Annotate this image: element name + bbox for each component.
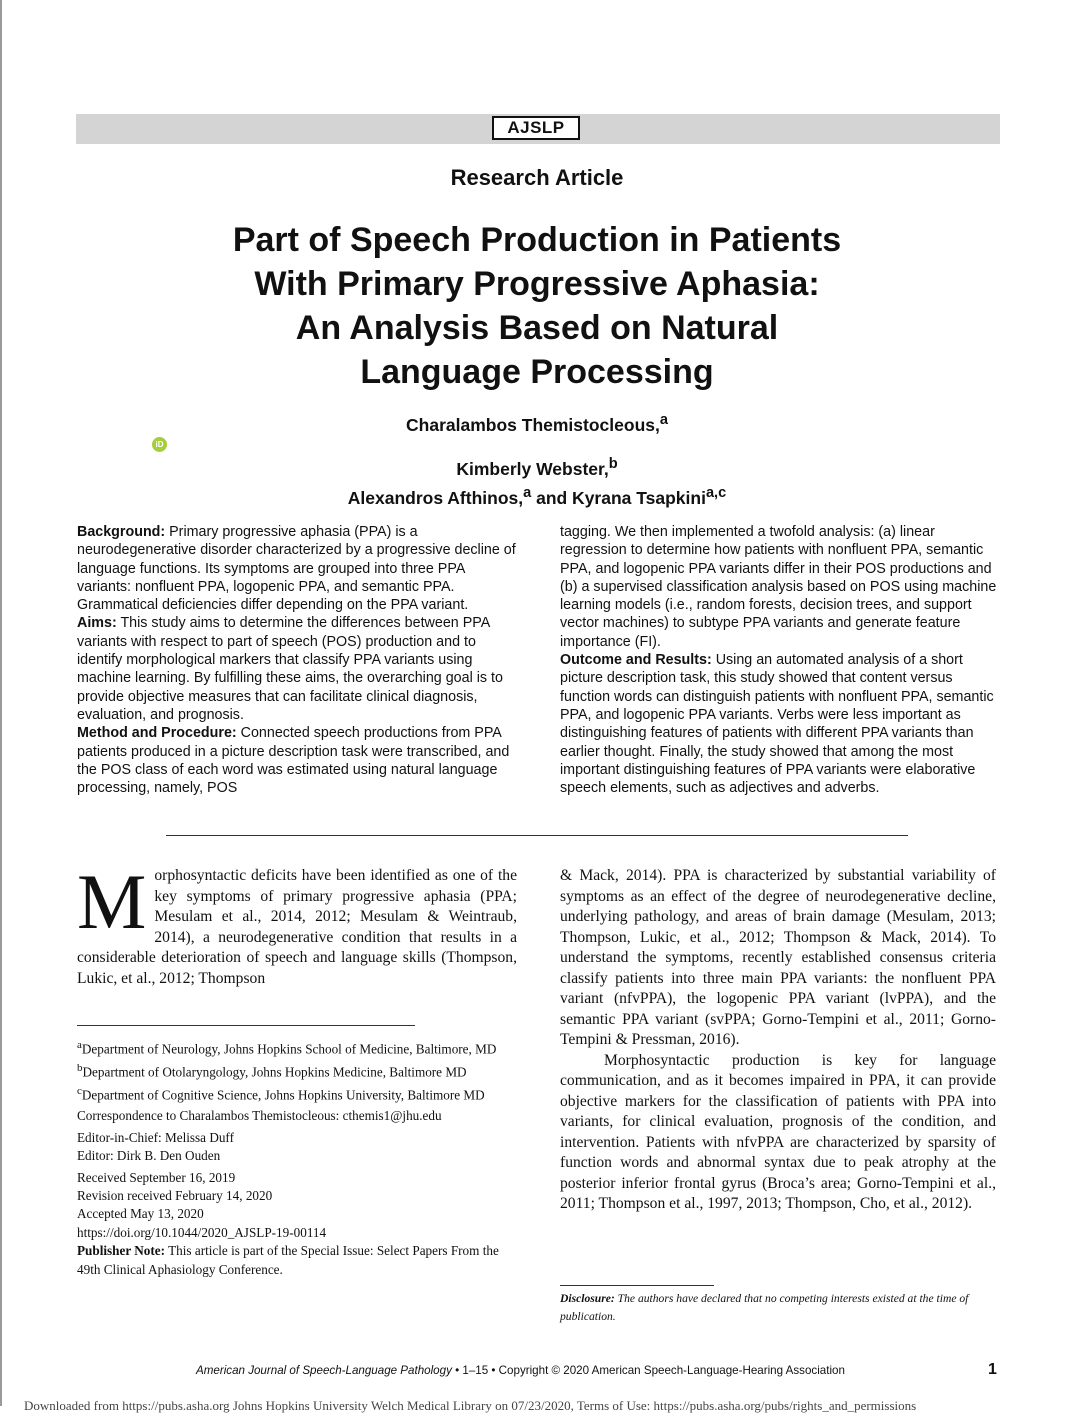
title-line: Part of Speech Production in Patients bbox=[232, 221, 842, 259]
footnotes bbox=[77, 1036, 517, 1279]
title-line: Language Processing bbox=[360, 353, 714, 391]
editor: Editor: Dirk B. Den Ouden bbox=[77, 1148, 221, 1164]
title-line: With Primary Progressive Aphasia: bbox=[254, 265, 820, 303]
body-paragraph: Morphosyntactic production is key for language communication, and as it becomes impaired in PPA, it can provide objective markers for the classification of patients with PPA into variants, for clinical evaluation, prognosis of the condition, and intervention. Patients with nfvPPA are characterized by sparsity of function words and abnormal syntax due to peak atrophy at the posterior inferior frontal gyrus (Broca’s area; Gorno-Tempini et al., 2011; Thompson et al., 1997, 2013; Thompson, Cho, et al., 2012). bbox=[560, 1051, 996, 1212]
correspondence: Correspondence to Charalambos Themistocleous: cthemis1@jhu.edu bbox=[77, 1108, 442, 1124]
author-affiliation-sup: b bbox=[608, 455, 618, 472]
affiliation-text: Department of Neurology, Johns Hopkins School of Medicine, Baltimore, MD bbox=[81, 1041, 497, 1057]
abstract-left-column bbox=[77, 523, 519, 797]
affiliation-a bbox=[77, 1036, 517, 1059]
footer-copyright: • 1–15 • Copyright © 2020 American Speech-Language-Hearing Association bbox=[451, 1364, 845, 1377]
body-left-column bbox=[77, 858, 517, 989]
body-paragraph: & Mack, 2014). PPA is characterized by substantial variability of symptoms as an effect of the degree of neurodegenerative decline, underlying pathology, and areas of brain damage (Mesulam, 2013; Thompson, Lukic, et al., 2012; Thompson & Mack, 2014). To understand the symptoms, recently established consensus criteria classify patients into three main PPA variants: the nonfluent PPA variant (nfvPPA), the logopenic PPA variant (lvPPA), and the semantic PPA variant (svPPA; Gorno-Tempini et al., 2011; Gorno-Tempini & Pressman, 2016). bbox=[560, 867, 996, 1048]
abstract-method-continued: tagging. We then implemented a twofold analysis: (a) linear regression to determine how patients with nonfluent PPA, semantic PPA, and logopenic PPA variants differ in their POS productions and (b) a supervised classification analysis based on POS using machine learning models (i.e., random forests, decision trees, and support vector machines) to subtype PPA variants and generate feature importance (FI). bbox=[560, 524, 997, 650]
drop-cap: M bbox=[77, 858, 147, 945]
abstract-text: This study aims to determine the differences between PPA variants with respect to part of speech (POS) production and to identify morphological markers that classify PPA variants using machine learning. By fulfilling these aims, the overarching goal is to provide objective measures that can facilitate clinical diagnosis, evaluation, and prognosis. bbox=[77, 615, 503, 723]
author-name: Kimberly Webster, bbox=[456, 458, 609, 479]
download-note: Downloaded from https://pubs.asha.org Johns Hopkins University Welch Medical Library on 07/23/2020, Terms of Use: https://pubs.asha.org/pubs/rights_and_permissions bbox=[24, 1398, 917, 1413]
page-footer bbox=[196, 1364, 845, 1377]
author-affiliation-sup: a,c bbox=[705, 484, 727, 501]
affiliation-text: Department of Otolaryngology, Johns Hopkins Medicine, Baltimore MD bbox=[82, 1064, 467, 1080]
received-date: Received September 16, 2019 bbox=[77, 1169, 236, 1185]
author-line bbox=[150, 408, 924, 481]
publisher-note-label: Publisher Note: bbox=[77, 1243, 166, 1259]
body-right-column bbox=[560, 866, 996, 1215]
disclosure-divider bbox=[560, 1285, 714, 1286]
abstract-right-column bbox=[560, 523, 1002, 797]
revision-date: Revision received February 14, 2020 bbox=[77, 1188, 273, 1204]
body-text: orphosyntactic deficits have been identified as one of the key symptoms of primary progressive aphasia (PPA; Mesulam et al., 2014, 2012; Mesulam & Weintraub, 2014), a neurodegenerative condition that results in a considerable deterioration of speech and language skills (Thompson, Lukic, et al., 2012; Thompson bbox=[77, 867, 517, 987]
article-type: Research Article bbox=[450, 165, 624, 190]
abstract-outcome bbox=[560, 651, 1002, 797]
author-name: Charalambos Themistocleous, bbox=[406, 414, 660, 435]
author-affiliation-sup: a bbox=[659, 412, 668, 428]
abstract-label: Outcome and Results: bbox=[560, 652, 712, 669]
affiliation-c bbox=[77, 1082, 517, 1105]
disclosure bbox=[560, 1290, 1000, 1326]
disclosure-label: Disclosure: bbox=[560, 1292, 615, 1305]
abstract-text: Connected speech productions from PPA patients produced in a picture description task were transcribed, and the POS class of each word was estimated using natural language processing, namely, POS bbox=[77, 725, 510, 797]
abstract-method bbox=[77, 724, 519, 797]
affiliation-text: Department of Cognitive Science, Johns Hopkins University, Baltimore MD bbox=[81, 1086, 485, 1102]
affiliation-sup: c bbox=[77, 1084, 82, 1097]
abstract-divider bbox=[166, 835, 908, 836]
disclosure-text: The authors have declared that no competing interests existed at the time of publication. bbox=[560, 1292, 969, 1323]
page-edge-rule bbox=[0, 0, 2, 1406]
abstract-text: Using an automated analysis of a short picture description task, this study showed that content versus function words can distinguish patients with nonfluent PPA, semantic PPA, and logopenic PPA variants. Verbs were less important as distinguishing features of patients with different PPA variants than earlier thought. Finally, the study showed that among the most important distinguishing features of PPA variants were elaborative speech elements, such as adjectives and adverbs. bbox=[560, 652, 994, 797]
editor-in-chief: Editor-in-Chief: Melissa Duff bbox=[77, 1129, 234, 1145]
author-name: and Kyrana Tsapkini bbox=[531, 487, 706, 508]
publisher-note-text: This article is part of the Special Issue: Select Papers From the 49th Clinical Aphasiology Conference. bbox=[77, 1243, 499, 1277]
abstract-aims bbox=[77, 614, 519, 724]
affiliation-sup: b bbox=[77, 1061, 83, 1074]
affiliation-sup: a bbox=[77, 1039, 82, 1051]
article-title bbox=[150, 218, 924, 394]
page-number: 1 bbox=[988, 1361, 997, 1378]
publisher-note bbox=[77, 1242, 517, 1279]
abstract-label: Method and Procedure: bbox=[77, 725, 237, 742]
author-name: Alexandros Afthinos, bbox=[347, 487, 524, 508]
affiliation-b bbox=[77, 1059, 517, 1082]
abstract-background bbox=[77, 523, 519, 614]
abstract-label: Background: bbox=[77, 524, 166, 540]
title-line: An Analysis Based on Natural bbox=[295, 309, 779, 347]
abstract-text: Primary progressive aphasia (PPA) is a neurodegenerative disorder characterized by a progressive decline of language functions. Its symptoms are grouped into three PPA variants: nonfluent PPA, logopenic PPA, and semantic PPA. Grammatical deficiencies differ depending on the PPA variant. bbox=[77, 524, 516, 614]
author-affiliation-sup: a bbox=[523, 484, 532, 501]
doi-link[interactable]: https://doi.org/10.1044/2020_AJSLP-19-00114 bbox=[77, 1224, 327, 1240]
body-paragraph bbox=[77, 858, 517, 989]
orcid-icon[interactable]: iD bbox=[152, 437, 167, 452]
accepted-date: Accepted May 13, 2020 bbox=[77, 1206, 204, 1222]
author-line bbox=[150, 481, 924, 510]
author-list bbox=[150, 408, 924, 509]
footer-journal: American Journal of Speech-Language Pathology bbox=[196, 1364, 452, 1377]
footnote-divider bbox=[77, 1025, 415, 1026]
abstract-label: Aims: bbox=[77, 615, 117, 632]
journal-abbrev: AJSLP bbox=[492, 116, 580, 140]
